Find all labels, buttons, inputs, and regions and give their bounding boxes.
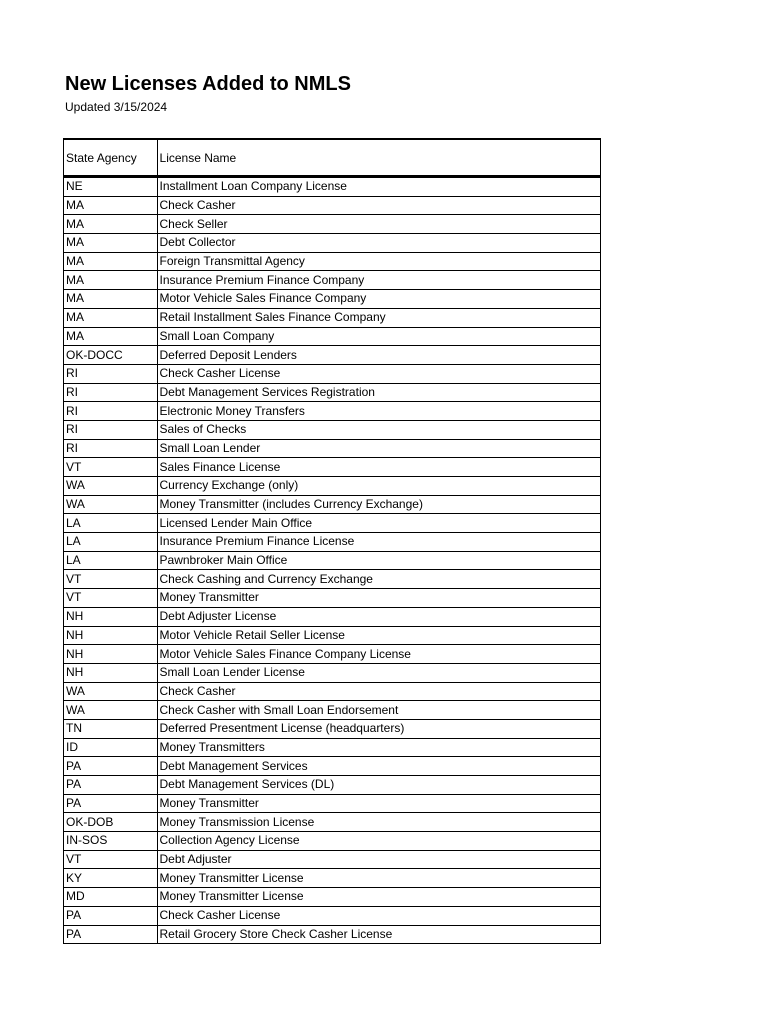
state-agency-cell: MA (64, 215, 158, 234)
table-row (64, 701, 601, 720)
license-name-cell: Check Casher (157, 196, 600, 215)
state-agency-cell: WA (64, 701, 158, 720)
license-name-cell: Insurance Premium Finance Company (157, 271, 600, 290)
table-body (64, 177, 601, 944)
license-name-cell: Check Casher License (157, 906, 600, 925)
license-name-cell: Money Transmitter (157, 589, 600, 608)
header-license-name: License Name (157, 139, 600, 177)
table-row (64, 626, 601, 645)
table-row (64, 813, 601, 832)
license-name-cell: Deferred Deposit Lenders (157, 346, 600, 365)
table-row (64, 346, 601, 365)
state-agency-cell: LA (64, 551, 158, 570)
license-name-cell: Debt Management Services (157, 757, 600, 776)
table-row (64, 757, 601, 776)
table-row (64, 794, 601, 813)
table-row (64, 177, 601, 197)
state-agency-cell: MA (64, 234, 158, 253)
table-row (64, 570, 601, 589)
table-row (64, 234, 601, 253)
license-name-cell: Electronic Money Transfers (157, 402, 600, 421)
table-row (64, 850, 601, 869)
state-agency-cell: PA (64, 794, 158, 813)
table-row (64, 607, 601, 626)
state-agency-cell: MA (64, 308, 158, 327)
table-row (64, 420, 601, 439)
table-row (64, 327, 601, 346)
table-row (64, 888, 601, 907)
page-title: New Licenses Added to NMLS (65, 73, 351, 95)
license-name-cell: Foreign Transmittal Agency (157, 252, 600, 271)
state-agency-cell: RI (64, 420, 158, 439)
table-row (64, 495, 601, 514)
license-name-cell: Installment Loan Company License (157, 177, 600, 197)
table-row (64, 776, 601, 795)
license-name-cell: Licensed Lender Main Office (157, 514, 600, 533)
license-name-cell: Motor Vehicle Retail Seller License (157, 626, 600, 645)
header-row (64, 139, 601, 177)
state-agency-cell: WA (64, 682, 158, 701)
table-row (64, 290, 601, 309)
table-row (64, 925, 601, 944)
license-name-cell: Debt Management Services Registration (157, 383, 600, 402)
state-agency-cell: VT (64, 850, 158, 869)
state-agency-cell: LA (64, 514, 158, 533)
table-row (64, 308, 601, 327)
license-name-cell: Retail Installment Sales Finance Company (157, 308, 600, 327)
table-row (64, 252, 601, 271)
license-name-cell: Check Casher with Small Loan Endorsement (157, 701, 600, 720)
license-name-cell: Small Loan Lender License (157, 663, 600, 682)
state-agency-cell: NE (64, 177, 158, 197)
state-agency-cell: PA (64, 757, 158, 776)
license-name-cell: Motor Vehicle Sales Finance Company (157, 290, 600, 309)
table-row (64, 402, 601, 421)
state-agency-cell: VT (64, 570, 158, 589)
state-agency-cell: RI (64, 402, 158, 421)
table-row (64, 533, 601, 552)
table-row (64, 906, 601, 925)
state-agency-cell: WA (64, 477, 158, 496)
license-name-cell: Check Cashing and Currency Exchange (157, 570, 600, 589)
table-row (64, 551, 601, 570)
license-name-cell: Sales of Checks (157, 420, 600, 439)
state-agency-cell: RI (64, 364, 158, 383)
licenses-table (63, 138, 601, 944)
state-agency-cell: VT (64, 458, 158, 477)
table-row (64, 682, 601, 701)
state-agency-cell: LA (64, 533, 158, 552)
license-name-cell: Deferred Presentment License (headquarters) (157, 719, 600, 738)
state-agency-cell: NH (64, 607, 158, 626)
license-name-cell: Money Transmitter License (157, 888, 600, 907)
state-agency-cell: RI (64, 383, 158, 402)
table-header (64, 139, 601, 177)
license-name-cell: Check Casher License (157, 364, 600, 383)
state-agency-cell: IN-SOS (64, 832, 158, 851)
table-row (64, 719, 601, 738)
table-row (64, 869, 601, 888)
state-agency-cell: PA (64, 776, 158, 795)
state-agency-cell: NH (64, 626, 158, 645)
table-row (64, 215, 601, 234)
license-name-cell: Money Transmitters (157, 738, 600, 757)
state-agency-cell: PA (64, 906, 158, 925)
license-name-cell: Money Transmitter (includes Currency Exchange) (157, 495, 600, 514)
table-row (64, 458, 601, 477)
license-name-cell: Sales Finance License (157, 458, 600, 477)
state-agency-cell: MA (64, 252, 158, 271)
license-name-cell: Debt Management Services (DL) (157, 776, 600, 795)
state-agency-cell: MA (64, 271, 158, 290)
state-agency-cell: NH (64, 645, 158, 664)
license-name-cell: Debt Adjuster (157, 850, 600, 869)
state-agency-cell: PA (64, 925, 158, 944)
updated-date: Updated 3/15/2024 (65, 100, 168, 114)
license-name-cell: Small Loan Company (157, 327, 600, 346)
license-name-cell: Money Transmission License (157, 813, 600, 832)
table-row (64, 514, 601, 533)
table-row (64, 645, 601, 664)
state-agency-cell: MA (64, 327, 158, 346)
state-agency-cell: TN (64, 719, 158, 738)
license-name-cell: Money Transmitter License (157, 869, 600, 888)
license-name-cell: Collection Agency License (157, 832, 600, 851)
table-row (64, 364, 601, 383)
state-agency-cell: NH (64, 663, 158, 682)
state-agency-cell: ID (64, 738, 158, 757)
license-name-cell: Money Transmitter (157, 794, 600, 813)
table-row (64, 383, 601, 402)
state-agency-cell: MD (64, 888, 158, 907)
table-row (64, 589, 601, 608)
license-name-cell: Motor Vehicle Sales Finance Company License (157, 645, 600, 664)
state-agency-cell: RI (64, 439, 158, 458)
license-name-cell: Retail Grocery Store Check Casher License (157, 925, 600, 944)
state-agency-cell: VT (64, 589, 158, 608)
license-name-cell: Check Seller (157, 215, 600, 234)
table-row (64, 439, 601, 458)
table-row (64, 738, 601, 757)
table-row (64, 477, 601, 496)
table-row (64, 832, 601, 851)
state-agency-cell: MA (64, 196, 158, 215)
license-name-cell: Small Loan Lender (157, 439, 600, 458)
table-row (64, 196, 601, 215)
license-name-cell: Debt Collector (157, 234, 600, 253)
license-name-cell: Debt Adjuster License (157, 607, 600, 626)
license-name-cell: Currency Exchange (only) (157, 477, 600, 496)
header-state-agency: State Agency (64, 139, 158, 177)
table-row (64, 271, 601, 290)
state-agency-cell: OK-DOB (64, 813, 158, 832)
state-agency-cell: WA (64, 495, 158, 514)
table-row (64, 663, 601, 682)
license-name-cell: Pawnbroker Main Office (157, 551, 600, 570)
license-name-cell: Insurance Premium Finance License (157, 533, 600, 552)
license-name-cell: Check Casher (157, 682, 600, 701)
state-agency-cell: KY (64, 869, 158, 888)
state-agency-cell: OK-DOCC (64, 346, 158, 365)
state-agency-cell: MA (64, 290, 158, 309)
